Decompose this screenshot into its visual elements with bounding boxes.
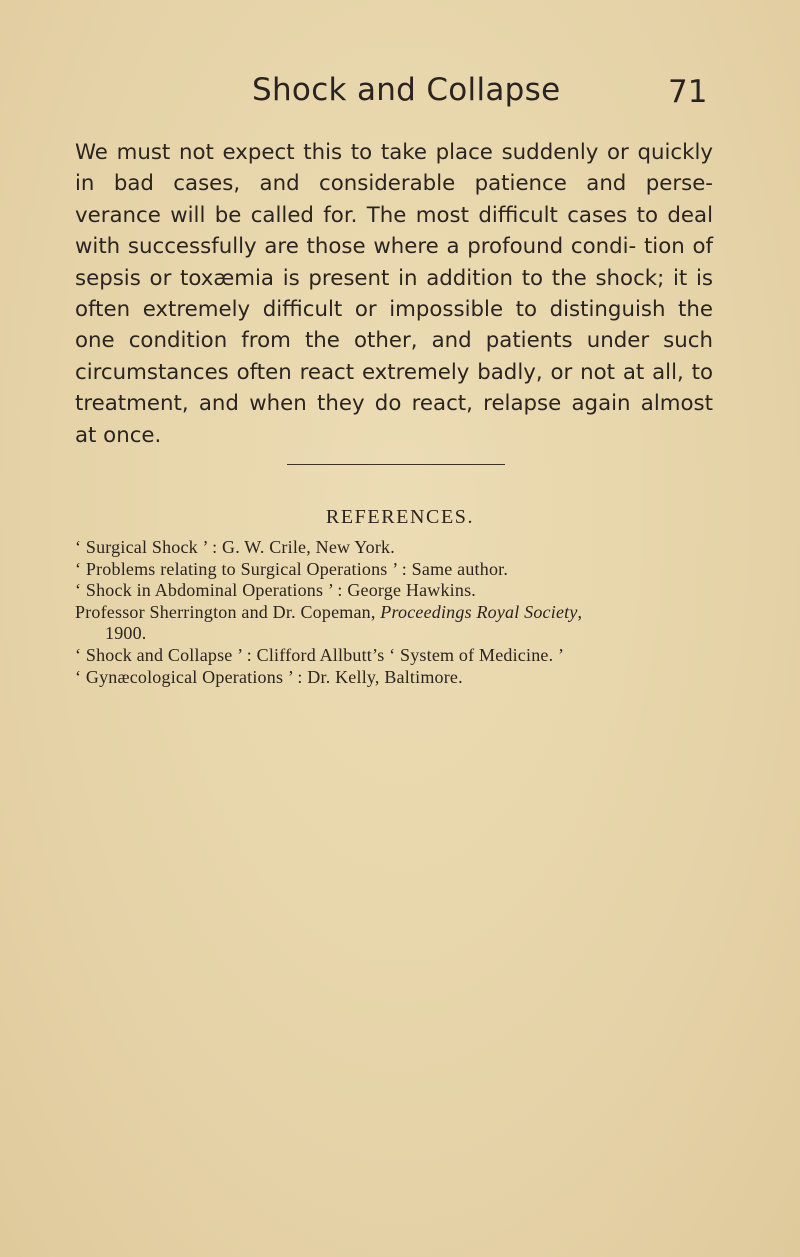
- running-title: Shock and Collapse: [252, 72, 561, 108]
- reference-journal: Proceedings Royal Society: [380, 601, 578, 622]
- reference-item: ‘ Surgical Shock ’ : G. W. Crile, New York.: [75, 537, 395, 557]
- reference-item: ‘ Shock in Abdominal Operations ’ : George Hawkins.: [75, 580, 476, 601]
- reference-item: ‘ Shock and Collapse ’ : Clifford Allbutt’s ‘ System of Medicine. ’: [75, 644, 565, 665]
- reference-punctuation: ,: [577, 601, 583, 622]
- body-paragraph: We must not expect this to take place suddenly or quickly in bad cases, and considerable patience and perse- verance will be called for. The most difficult cases to deal with successfully are those where a profound condi- tion of sepsis or toxæmia is present in addition to the shock; it is often extremely difficult or impossible to distinguish the one condition from the other, and patients under such circumstances often react extremely badly, or not at all, to treatment, and when they do react, relapse again almost at once.: [75, 140, 713, 448]
- references-list: [75, 537, 735, 688]
- page-number: 71: [668, 74, 708, 110]
- references-heading: REFERENCES.: [325, 506, 475, 528]
- reference-item: [75, 602, 735, 645]
- running-head: [0, 72, 800, 118]
- reference-text: Professor Sherrington and Dr. Copeman,: [75, 601, 381, 622]
- section-divider: [287, 464, 505, 465]
- reference-item: ‘ Problems relating to Surgical Operations ’ : Same author.: [75, 558, 509, 579]
- reference-year: 1900.: [105, 623, 147, 644]
- reference-item: ‘ Gynæcological Operations ’ : Dr. Kelly, Baltimore.: [75, 666, 463, 687]
